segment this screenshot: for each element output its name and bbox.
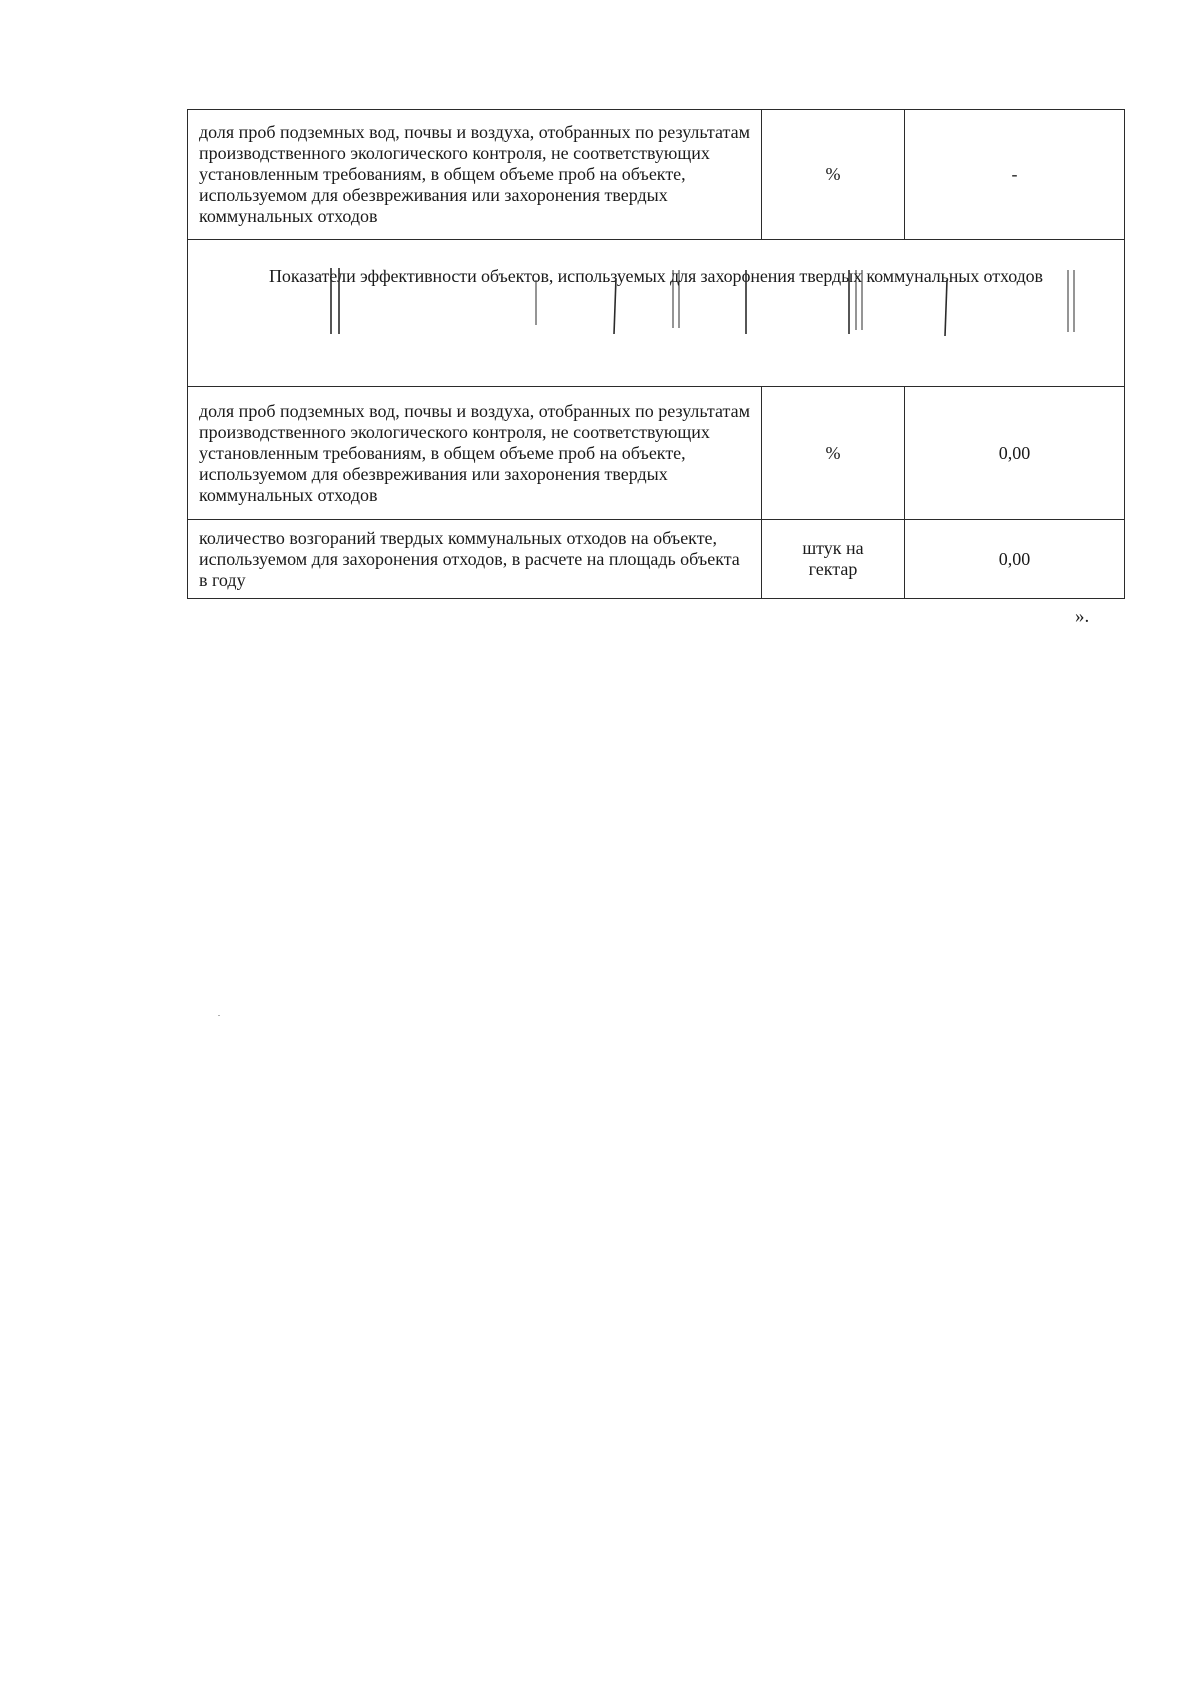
section-row [188,240,1125,387]
section-heading-cell [188,240,1125,387]
table-row [188,387,1125,520]
table-row [188,520,1125,599]
scan-stroke [945,280,947,336]
indicator-description: количество возгораний твердых коммунальных отходов на объекте, используемом для захоронения отходов, в расчете на площадь объекта в году [188,520,762,599]
table-row [188,110,1125,240]
indicator-description: доля проб подземных вод, почвы и воздуха, отобранных по результатам производственного экологического контроля, не соответствующих установленным требованиям, в общем объеме проб на объекте, используемом для обезвреживания или захоронения твердых коммунальных отходов [188,110,762,240]
indicator-unit: штук на гектар [762,520,905,599]
indicator-unit: % [762,110,905,240]
scan-artifact-strokes [188,240,1123,386]
indicators-table [187,109,1125,599]
indicator-unit: % [762,387,905,520]
indicator-description: доля проб подземных вод, почвы и воздуха, отобранных по результатам производственного экологического контроля, не соответствующих установленным требованиям, в общем объеме проб на объекте, используемом для обезвреживания или захоронения твердых коммунальных отходов [188,387,762,520]
section-heading: Показатели эффективности объектов, используемых для захоронения твердых коммунальных отходов [269,266,1043,286]
indicator-value: 0,00 [905,387,1125,520]
indicator-value: - [905,110,1125,240]
indicator-value: 0,00 [905,520,1125,599]
closing-quote: ». [1075,606,1090,627]
scan-speck [218,1015,220,1016]
